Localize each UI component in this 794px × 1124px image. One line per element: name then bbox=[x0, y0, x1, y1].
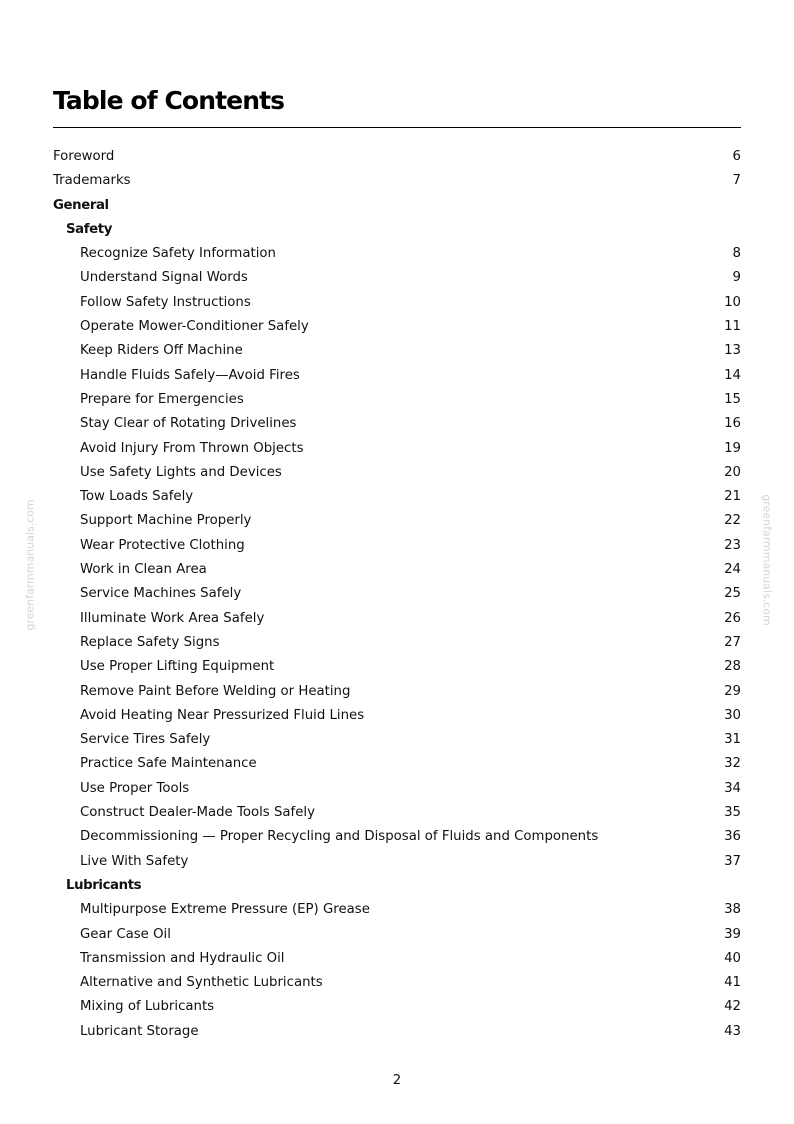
toc-entry[interactable] bbox=[53, 291, 741, 315]
toc-entry-page: 26 bbox=[724, 610, 741, 626]
toc-entry-page: 27 bbox=[724, 634, 741, 650]
toc-entry-page: 7 bbox=[732, 173, 741, 189]
page-number: 2 bbox=[392, 1073, 402, 1088]
toc-entry-label: Use Proper Tools bbox=[80, 780, 190, 796]
toc-entry-page: 9 bbox=[732, 270, 741, 286]
toc-entry-page: 36 bbox=[724, 829, 741, 845]
toc-entry[interactable] bbox=[53, 1020, 741, 1044]
toc-entry[interactable] bbox=[53, 364, 741, 388]
toc-entry[interactable] bbox=[53, 534, 741, 558]
toc-entry[interactable] bbox=[53, 631, 741, 655]
toc-entry[interactable] bbox=[53, 315, 741, 339]
toc-subsection-safety bbox=[53, 218, 741, 242]
toc-entry[interactable] bbox=[53, 825, 741, 849]
toc-entry-page: 32 bbox=[724, 756, 741, 772]
toc-entry[interactable] bbox=[53, 947, 741, 971]
watermark-right: greenfarmmanuals.com bbox=[760, 494, 774, 626]
toc-entry-label: Foreword bbox=[53, 149, 115, 164]
toc-entry-label: Service Tires Safely bbox=[80, 732, 211, 748]
toc-entry[interactable] bbox=[53, 607, 741, 631]
toc-entry-label: Replace Safety Signs bbox=[80, 634, 220, 650]
toc-entry-label: Transmission and Hydraulic Oil bbox=[80, 950, 285, 966]
toc-entry[interactable] bbox=[53, 582, 741, 606]
toc-entry[interactable] bbox=[53, 680, 741, 704]
toc-entry[interactable] bbox=[53, 485, 741, 509]
toc-entry-label: Use Proper Lifting Equipment bbox=[80, 659, 275, 675]
toc-entry-label: Avoid Heating Near Pressurized Fluid Lines bbox=[80, 707, 365, 723]
toc-entry-page: 30 bbox=[724, 707, 741, 723]
toc-subsection-label: Safety bbox=[66, 221, 112, 237]
toc-entry-page: 29 bbox=[724, 683, 741, 699]
toc-entry-page: 35 bbox=[724, 805, 741, 821]
toc-entry-label: Prepare for Emergencies bbox=[80, 391, 244, 407]
toc-entry[interactable] bbox=[53, 995, 741, 1019]
toc-entry-page: 10 bbox=[724, 294, 741, 310]
toc-entry-page: 22 bbox=[724, 513, 741, 529]
toc-entry[interactable] bbox=[53, 728, 741, 752]
toc-entry-label: Service Machines Safely bbox=[80, 586, 242, 602]
toc-subsection-lubricants bbox=[53, 874, 741, 898]
toc-entry-label: Illuminate Work Area Safely bbox=[80, 610, 265, 626]
toc-entry-page: 40 bbox=[724, 950, 741, 966]
toc-entry[interactable] bbox=[53, 437, 741, 461]
toc-entry-label: Avoid Injury From Thrown Objects bbox=[80, 440, 304, 456]
toc-entry-label: Decommissioning — Proper Recycling and Disposal of Fluids and Components bbox=[80, 829, 599, 845]
toc-entry-page: 14 bbox=[724, 367, 741, 383]
toc-entry-trademarks[interactable] bbox=[53, 169, 741, 193]
toc-entry-label: Tow Loads Safely bbox=[80, 489, 194, 505]
toc-entry-page: 41 bbox=[724, 975, 741, 991]
toc-entry[interactable] bbox=[53, 655, 741, 679]
table-of-contents bbox=[53, 145, 741, 1044]
toc-entry-label: Stay Clear of Rotating Drivelines bbox=[80, 416, 297, 432]
toc-entry-label: Construct Dealer-Made Tools Safely bbox=[80, 805, 315, 821]
toc-entry-page: 8 bbox=[732, 246, 741, 262]
toc-entry-label: Keep Riders Off Machine bbox=[80, 343, 243, 359]
toc-entry[interactable] bbox=[53, 412, 741, 436]
toc-entry-label: Handle Fluids Safely—Avoid Fires bbox=[80, 367, 300, 383]
toc-entry-page: 39 bbox=[724, 926, 741, 942]
toc-entry-page: 13 bbox=[724, 343, 741, 359]
toc-entry-page: 24 bbox=[724, 562, 741, 578]
toc-entry-label: Use Safety Lights and Devices bbox=[80, 464, 282, 480]
toc-entry-label: Alternative and Synthetic Lubricants bbox=[80, 975, 323, 991]
toc-entry[interactable] bbox=[53, 777, 741, 801]
toc-entry-label: Gear Case Oil bbox=[80, 926, 171, 942]
toc-entry-page: 6 bbox=[732, 149, 741, 164]
toc-entry-page: 38 bbox=[724, 902, 741, 918]
toc-entry-page: 19 bbox=[724, 440, 741, 456]
toc-entry-page: 28 bbox=[724, 659, 741, 675]
toc-entry[interactable] bbox=[53, 971, 741, 995]
toc-section-label: General bbox=[53, 197, 109, 213]
toc-entry[interactable] bbox=[53, 558, 741, 582]
toc-entry-page: 37 bbox=[724, 853, 741, 869]
watermark-left: greenfarmmanuals.com bbox=[23, 499, 37, 631]
toc-entry-label: Multipurpose Extreme Pressure (EP) Grease bbox=[80, 902, 370, 918]
toc-entry-label: Live With Safety bbox=[80, 853, 189, 869]
toc-entry[interactable] bbox=[53, 898, 741, 922]
toc-entry-page: 43 bbox=[724, 1023, 741, 1039]
title-divider bbox=[53, 127, 741, 128]
toc-entry-foreword[interactable] bbox=[53, 145, 741, 169]
toc-entry-label: Mixing of Lubricants bbox=[80, 999, 215, 1015]
page-title: Table of Contents bbox=[53, 86, 285, 115]
toc-entry-label: Follow Safety Instructions bbox=[80, 294, 251, 310]
toc-entry-page: 15 bbox=[724, 391, 741, 407]
toc-entry[interactable] bbox=[53, 850, 741, 874]
toc-entry-label: Recognize Safety Information bbox=[80, 246, 276, 262]
toc-entry-page: 31 bbox=[724, 732, 741, 748]
toc-entry-label: Operate Mower-Conditioner Safely bbox=[80, 319, 309, 335]
toc-entry-label: Lubricant Storage bbox=[80, 1023, 199, 1039]
toc-entry-page: 16 bbox=[724, 416, 741, 432]
toc-entry-label: Support Machine Properly bbox=[80, 513, 252, 529]
toc-entry[interactable] bbox=[53, 509, 741, 533]
toc-entry-label: Practice Safe Maintenance bbox=[80, 756, 257, 772]
toc-entry[interactable] bbox=[53, 266, 741, 290]
toc-entry-page: 11 bbox=[724, 319, 741, 335]
toc-section-general bbox=[53, 194, 741, 218]
toc-entry[interactable] bbox=[53, 923, 741, 947]
toc-entry-label: Remove Paint Before Welding or Heating bbox=[80, 683, 351, 699]
toc-entry[interactable] bbox=[53, 242, 741, 266]
toc-entry-page: 25 bbox=[724, 586, 741, 602]
toc-entry[interactable] bbox=[53, 339, 741, 363]
toc-entry[interactable] bbox=[53, 704, 741, 728]
toc-entry-page: 42 bbox=[724, 999, 741, 1015]
toc-entry-label: Trademarks bbox=[53, 173, 131, 189]
toc-entry[interactable] bbox=[53, 461, 741, 485]
toc-entry-page: 21 bbox=[724, 489, 741, 505]
toc-entry-label: Understand Signal Words bbox=[80, 270, 248, 286]
toc-entry-label: Wear Protective Clothing bbox=[80, 537, 245, 553]
toc-entry-page: 20 bbox=[724, 464, 741, 480]
toc-entry-page: 34 bbox=[724, 780, 741, 796]
toc-entry-page: 23 bbox=[724, 537, 741, 553]
toc-entry-label: Work in Clean Area bbox=[80, 562, 207, 578]
toc-subsection-label: Lubricants bbox=[66, 877, 142, 893]
toc-entry[interactable] bbox=[53, 752, 741, 776]
toc-entry[interactable] bbox=[53, 801, 741, 825]
toc-entry[interactable] bbox=[53, 388, 741, 412]
